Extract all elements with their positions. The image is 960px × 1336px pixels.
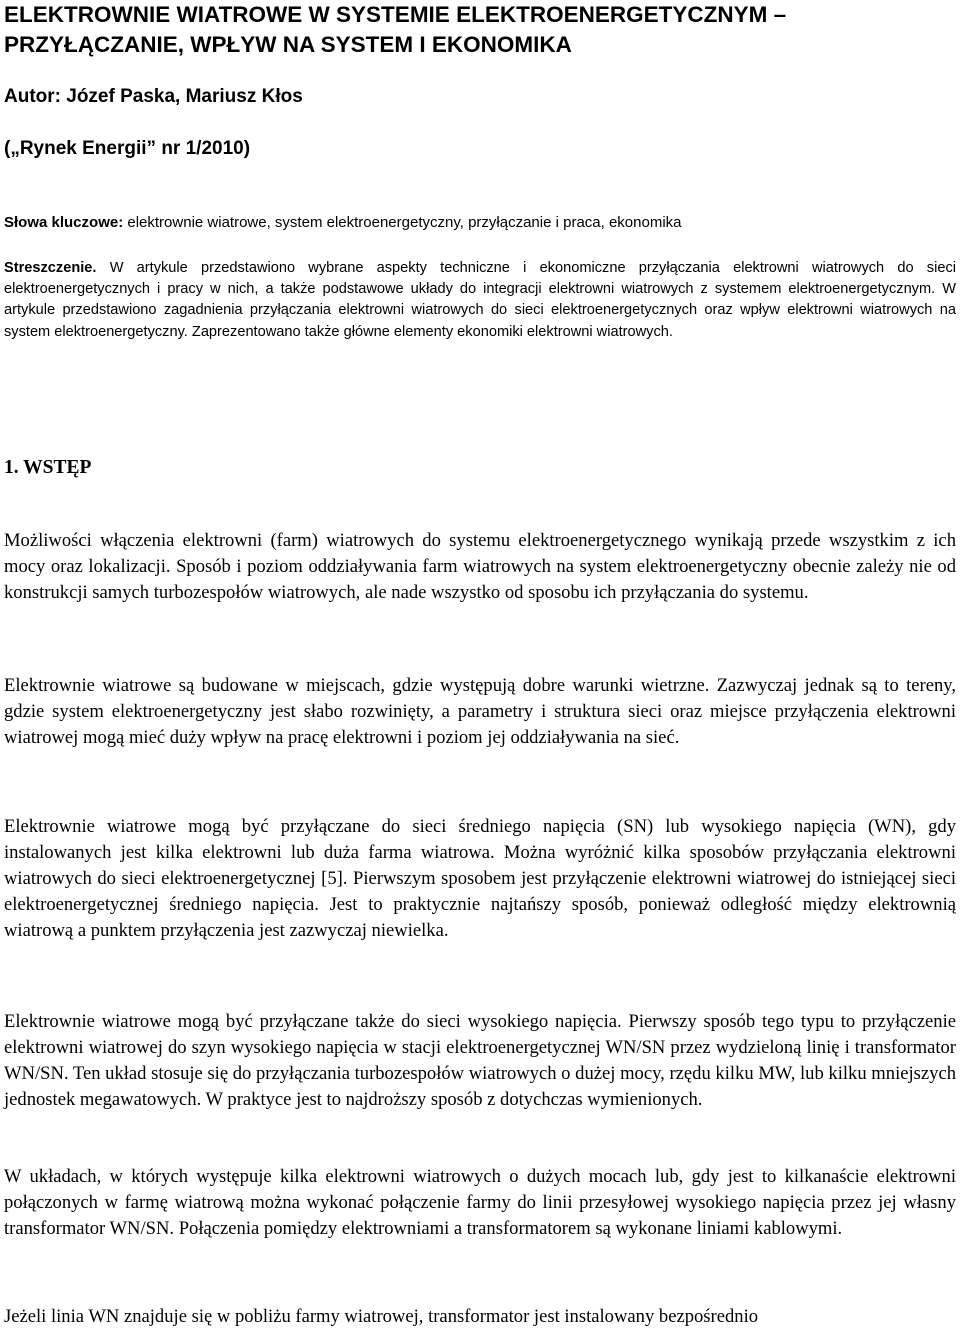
keywords-line	[4, 214, 682, 231]
paragraph-2: Elektrownie wiatrowe są budowane w miejscach, gdzie występują dobre warunki wietrzne. Zazwyczaj jednak są to tereny, gdzie system elektroenergetyczny jest słabo rozwinięty, a parametry i struktura sieci oraz miejsce przyłączenia elektrowni wiatrowej mogą mieć duży wpływ na pracę elektrowni i poziom jej oddziaływania na sieć.	[4, 675, 956, 748]
keywords-text: elektrownie wiatrowe, system elektroenergetyczny, przyłączanie i praca, ekonomika	[123, 214, 682, 231]
section-heading: 1. WSTĘP	[4, 457, 92, 478]
paragraph-3: Elektrownie wiatrowe mogą być przyłączane do sieci średniego napięcia (SN) lub wysokiego napięcia (WN), gdy instalowanych jest kilka elektrowni lub duża farma wiatrowa. Można wyróżnić kilka sposobów przyłączania elektrowni wiatrowych do sieci elektroenergetycznej [5]. Pierwszym sposobem jest przyłączenie elektrowni wiatrowej do istniejącej sieci elektroenergetycznej średniego napięcia. Jest to praktycznie najtańszy sposób, ponieważ odległość między elektrownią wiatrową a punktem przyłączenia jest zazwyczaj niewielka.	[4, 816, 956, 941]
abstract-text: W artykule przedstawiono wybrane aspekty techniczne i ekonomiczne przyłączania elektrowni wiatrowych do sieci elektroenergetycznych i pracy w nich, a także podstawowe układy do integracji elektrowni wiatrowych z systemem elektroenergetycznym. W artykule przedstawiono zagadnienia przyłączania elektrowni wiatrowych do sieci elektroenergetycznych oraz wpływ elektrowni wiatrowych na system elektroenergetyczny. Zaprezentowano także główne elementy ekonomiki elektrowni wiatrowych.	[4, 260, 956, 340]
abstract	[4, 258, 956, 343]
paragraph-4: Elektrownie wiatrowe mogą być przyłączane także do sieci wysokiego napięcia. Pierwszy sposób tego typu to przyłączenie elektrowni wiatrowej do szyn wysokiego napięcia w stacji elektroenergetycznej WN/SN przez wydzieloną linię i transformator WN/SN. Ten układ stosuje się do przyłączania turbozespołów wiatrowych o dużej mocy, rzędu kilku MW, lub kilku mniejszych jednostek megawatowych. W praktyce jest to najdroższy sposób z dotychczas wymienionych.	[4, 1011, 956, 1110]
paragraph-6: Jeżeli linia WN znajduje się w pobliżu farmy wiatrowej, transformator jest instalowany bezpośrednio	[4, 1306, 759, 1327]
abstract-label: Streszczenie.	[4, 260, 97, 276]
authors-line: Autor: Józef Paska, Mariusz Kłos	[4, 86, 303, 107]
document-title: ELEKTROWNIE WIATROWE W SYSTEMIE ELEKTROENERGETYCZNYM –PRZYŁĄCZANIE, WPŁYW NA SYSTEM I EKONOMIKA	[4, 2, 787, 57]
paragraph-5: W układach, w których występuje kilka elektrowni wiatrowych o dużych mocach lub, gdy jest to kilkanaście elektrowni połączonych w farmę wiatrową można wykonać połączenie farmy do linii przesyłowej wysokiego napięcia przez jej własny transformator WN/SN. Połączenia pomiędzy elektrowniami a transformatorem są wykonane liniami kablowymi.	[4, 1166, 956, 1239]
keywords-label: Słowa kluczowe:	[4, 214, 124, 231]
source-line: („Rynek Energii” nr 1/2010)	[4, 138, 251, 159]
paragraph-1: Możliwości włączenia elektrowni (farm) wiatrowych do systemu elektroenergetycznego wynikają przede wszystkim z ich mocy oraz lokalizacji. Sposób i poziom oddziaływania farm wiatrowych na system elektroenergetyczny obecnie zależy nie od konstrukcji samych turbozespołów wiatrowych, ale nade wszystko od sposobu ich przyłączania do systemu.	[4, 530, 956, 603]
